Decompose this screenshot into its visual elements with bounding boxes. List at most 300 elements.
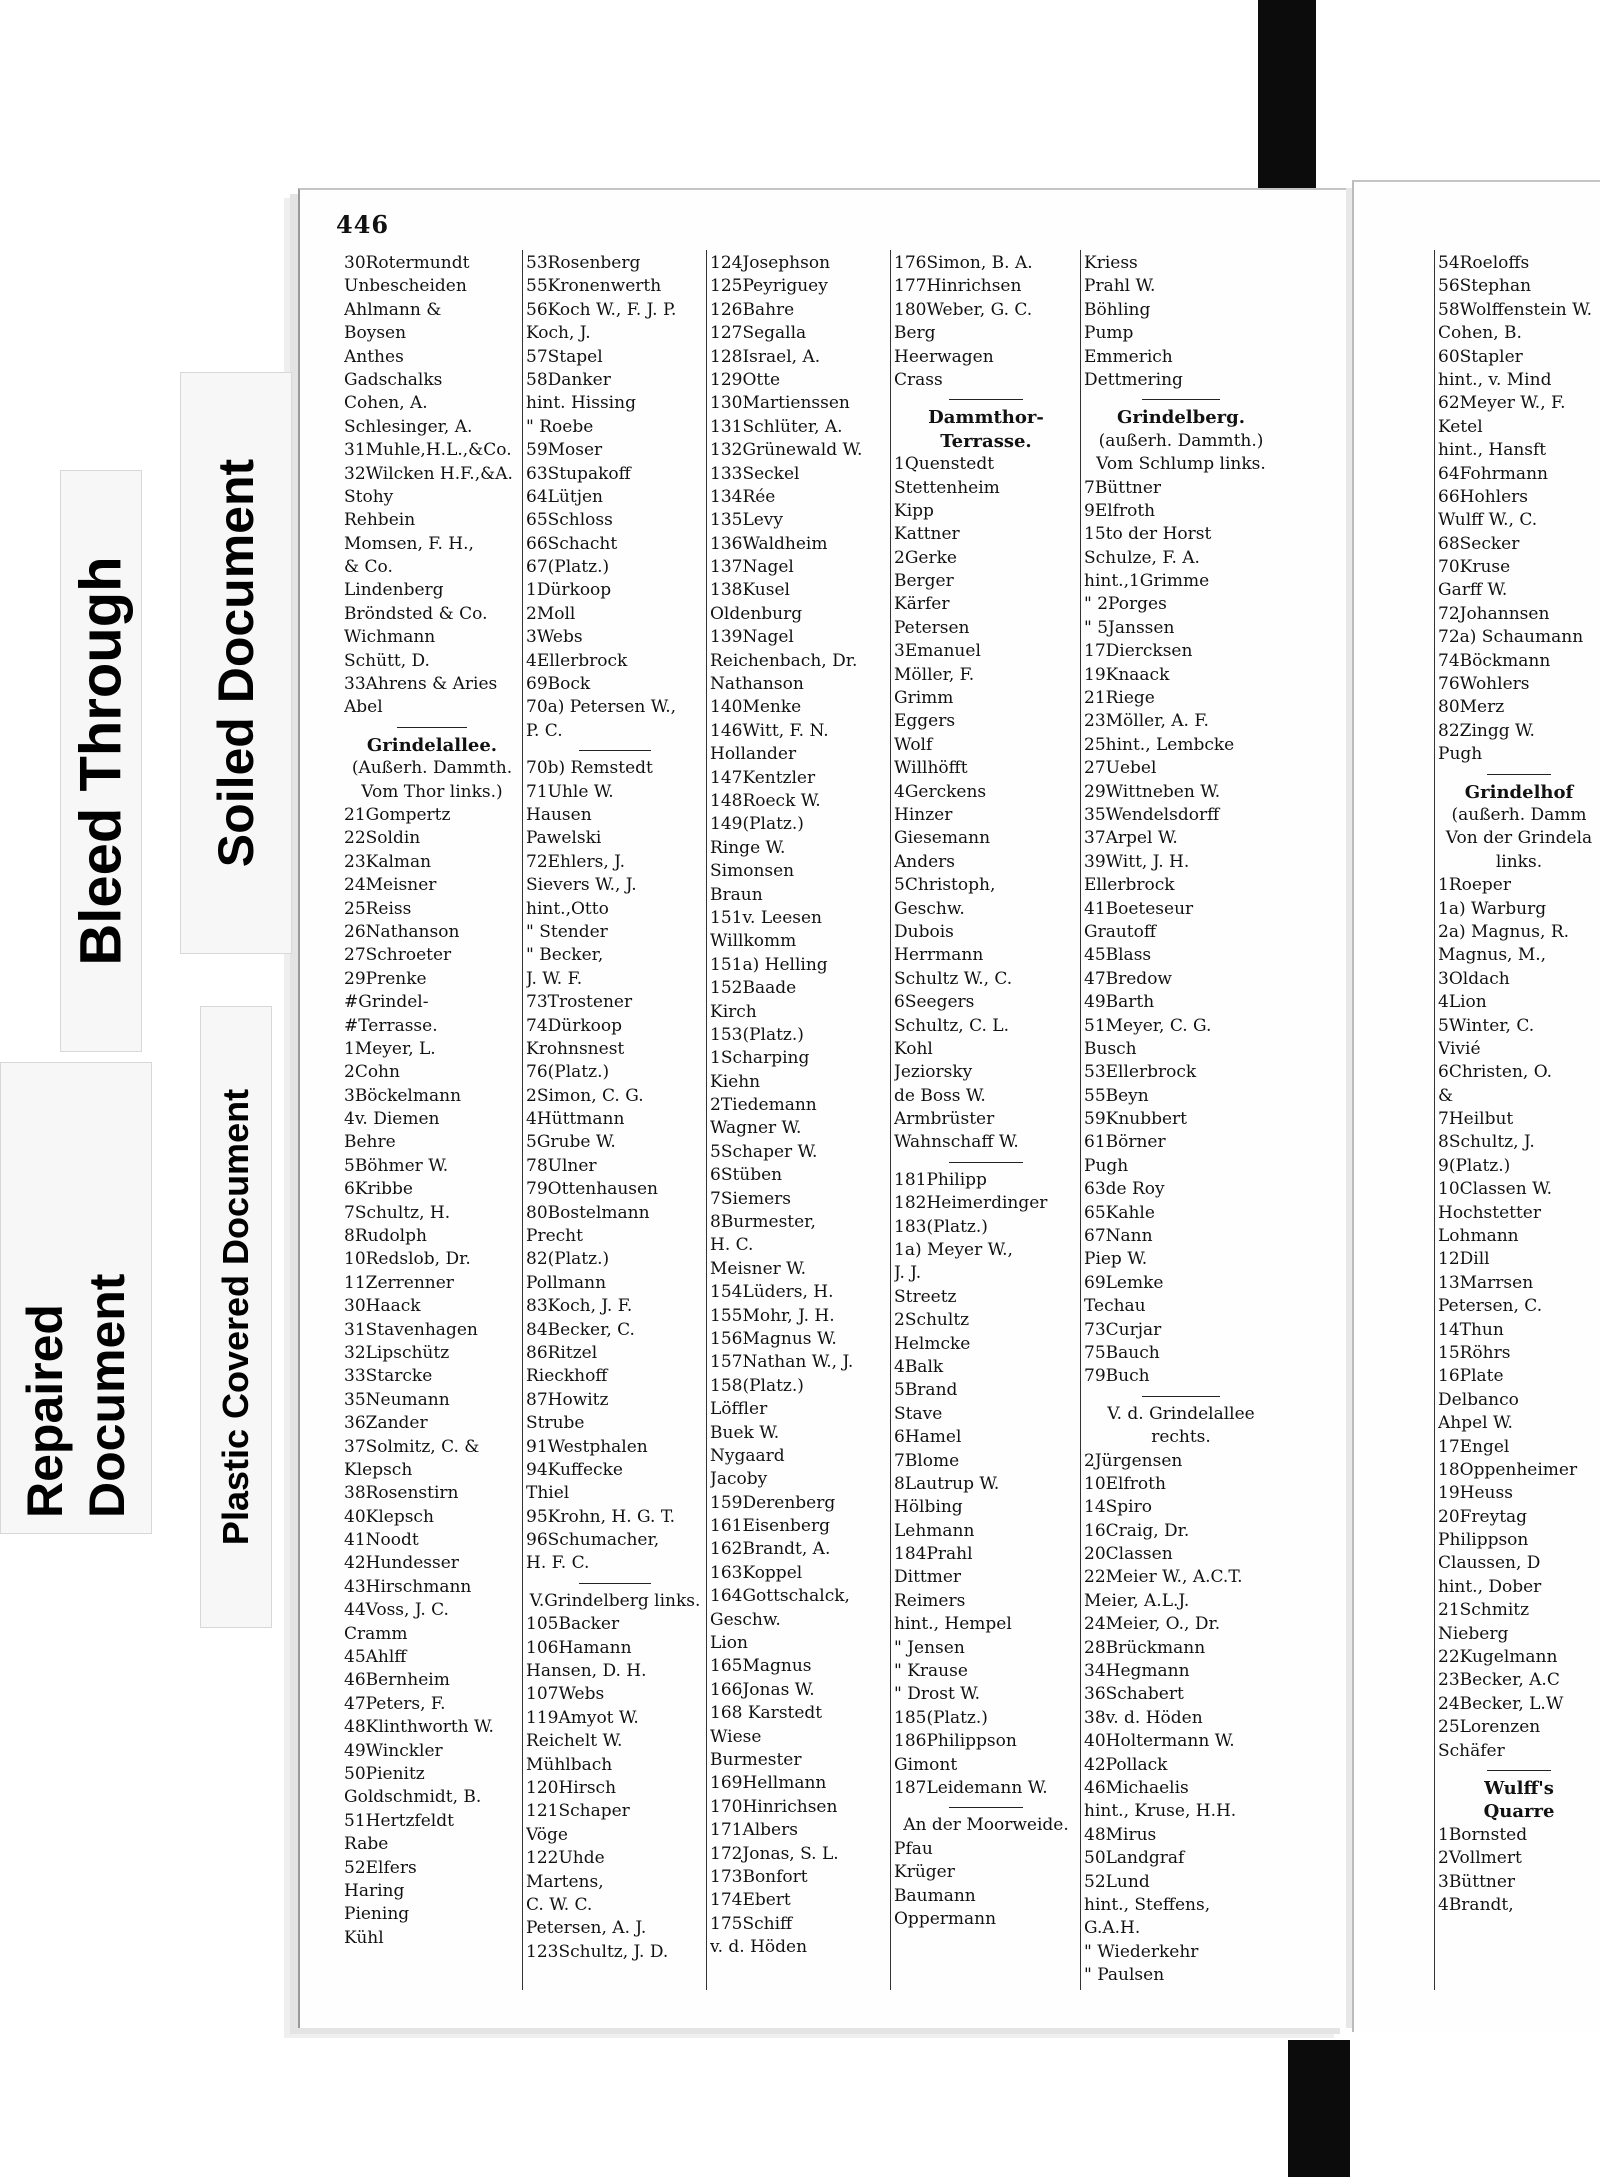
directory-entry: 186Philippson xyxy=(894,1731,1017,1752)
directory-entry: 140Menke xyxy=(710,697,802,718)
street-subheading: rechts. xyxy=(1151,1427,1211,1448)
directory-entry: Cohen, A. xyxy=(344,393,428,414)
directory-entry: 61Börner xyxy=(1084,1132,1166,1153)
directory-entry: 159Derenberg xyxy=(710,1492,836,1513)
directory-entry: 29Wittneben W. xyxy=(1084,781,1221,802)
street-subheading: Vom Thor links.) xyxy=(361,781,503,802)
directory-entry: 16Plate xyxy=(1438,1366,1504,1387)
street-heading: Dammthor- xyxy=(928,407,1044,429)
directory-entry: 151a) Helling xyxy=(710,954,828,975)
column-rule xyxy=(1434,250,1435,1990)
directory-entry: 8Rudolph xyxy=(344,1226,427,1247)
directory-entry: 181Philipp xyxy=(894,1169,987,1190)
directory-entry: Wahnschaff W. xyxy=(894,1132,1019,1153)
directory-entry: 25Reiss xyxy=(344,898,412,919)
directory-entry: 66Hohlers xyxy=(1438,486,1528,507)
directory-entry: 53Ellerbrock xyxy=(1084,1062,1197,1083)
directory-entry: Kohl xyxy=(894,1038,933,1059)
directory-entry: 40Klepsch xyxy=(344,1506,434,1527)
directory-entry: Unbescheiden xyxy=(344,276,467,297)
directory-entry: 47Peters, F. xyxy=(344,1693,446,1714)
directory-entry: Lindenberg xyxy=(344,580,444,601)
directory-entry: Baumann xyxy=(894,1885,976,1906)
street-subheading: V.Grindelberg links. xyxy=(529,1590,701,1611)
directory-entry: Stohy xyxy=(344,486,394,507)
directory-entry: Anders xyxy=(894,851,956,872)
directory-column-5 xyxy=(1084,252,1278,1988)
directory-entry: 67(Platz.) xyxy=(526,557,610,578)
directory-entry: 21Schmitz xyxy=(1438,1600,1530,1621)
directory-entry: 27Uebel xyxy=(1084,758,1157,779)
directory-entry: 147Kentzler xyxy=(710,767,816,788)
directory-entry: 19Knaack xyxy=(1084,664,1170,685)
directory-entry: Techau xyxy=(1084,1296,1146,1317)
section-separator xyxy=(526,743,704,757)
directory-entry: & xyxy=(1438,1085,1454,1106)
directory-entry: 6Seegers xyxy=(894,992,975,1013)
directory-entry: 9(Platz.) xyxy=(1438,1155,1511,1176)
directory-entry: 3Webs xyxy=(526,627,583,648)
plastic-covered-text: Plastic Covered Document xyxy=(215,1088,256,1546)
repaired-document-text: Repaired Document xyxy=(17,1273,135,1518)
directory-entry: 79Ottenhausen xyxy=(526,1179,659,1200)
directory-entry: 76(Platz.) xyxy=(526,1062,610,1083)
directory-entry: 174Ebert xyxy=(710,1890,791,1911)
directory-entry: 51Hertzfeldt xyxy=(344,1810,454,1831)
directory-entry: 47Bredow xyxy=(1084,968,1172,989)
directory-entry: de Boss W. xyxy=(894,1085,986,1106)
directory-entry: hint., Kruse, H.H. xyxy=(1084,1801,1237,1822)
directory-entry: 68Secker xyxy=(1438,533,1520,554)
directory-entry: 2Jürgensen xyxy=(1084,1450,1183,1471)
directory-entry: 185(Platz.) xyxy=(894,1707,988,1728)
directory-entry: 87Howitz xyxy=(526,1389,609,1410)
directory-entry: 180Weber, G. C. xyxy=(894,299,1033,320)
directory-entry: Petersen, C. xyxy=(1438,1296,1543,1317)
directory-entry: Gimont xyxy=(894,1754,958,1775)
directory-entry: 2Simon, C. G. xyxy=(526,1085,644,1106)
directory-entry: 126Bahre xyxy=(710,299,795,320)
directory-entry: 78Ulner xyxy=(526,1155,597,1176)
directory-entry: " 2Porges xyxy=(1084,594,1167,615)
directory-entry: Martens, xyxy=(526,1871,604,1892)
directory-entry: Lohmann xyxy=(1438,1226,1519,1247)
directory-entry: " Jensen xyxy=(894,1637,965,1658)
directory-entry: 64Lütjen xyxy=(526,486,603,507)
directory-entry: 24Meisner xyxy=(344,875,437,896)
directory-entry: 72Johannsen xyxy=(1438,603,1550,624)
directory-entry: 121Schaper xyxy=(526,1801,630,1822)
directory-entry: Braun xyxy=(710,884,763,905)
directory-entry: Kipp xyxy=(894,500,934,521)
directory-entry: 22Kugelmann xyxy=(1438,1647,1558,1668)
directory-entry: 50Landgraf xyxy=(1084,1848,1185,1869)
directory-entry: Löffler xyxy=(710,1399,768,1420)
directory-entry: Thiel xyxy=(526,1483,570,1504)
directory-entry: Hölbing xyxy=(894,1497,963,1518)
directory-entry: 19Heuss xyxy=(1438,1483,1513,1504)
directory-entry: Pawelski xyxy=(526,828,602,849)
directory-entry: 75Bauch xyxy=(1084,1342,1160,1363)
directory-entry: Kühl xyxy=(344,1927,384,1948)
directory-entry: Sievers W., J. xyxy=(526,875,637,896)
directory-entry: 129Otte xyxy=(710,369,781,390)
directory-entry: Cohen, B. xyxy=(1438,323,1522,344)
directory-entry: 7Büttner xyxy=(1084,477,1162,498)
directory-entry: 1Roeper xyxy=(1438,875,1511,896)
directory-entry: " Becker, xyxy=(526,945,604,966)
directory-entry: 46Michaelis xyxy=(1084,1778,1189,1798)
directory-entry: 158(Platz.) xyxy=(710,1375,804,1396)
directory-entry: 17Engel xyxy=(1438,1436,1510,1457)
directory-entry: hint.,1Grimme xyxy=(1084,571,1210,592)
directory-entry: 31Muhle,H.L.,&Co. xyxy=(344,440,512,461)
directory-entry: 123Schultz, J. D. xyxy=(526,1941,669,1962)
directory-entry: Kiehn xyxy=(710,1071,761,1092)
directory-entry: 30Rotermundt xyxy=(344,253,470,273)
directory-entry: 139Nagel xyxy=(710,627,794,648)
directory-entry: 187Leidemann W. xyxy=(894,1778,1048,1798)
directory-entry: 168 Karstedt xyxy=(710,1703,823,1724)
directory-entry: 10Elfroth xyxy=(1084,1473,1166,1494)
directory-entry: " Wiederkehr xyxy=(1084,1941,1199,1962)
directory-entry: 79Buch xyxy=(1084,1366,1150,1387)
directory-entry: 2Schultz xyxy=(894,1310,970,1331)
directory-entry: 165Magnus xyxy=(710,1656,812,1677)
directory-entry: 36Zander xyxy=(344,1413,428,1434)
directory-entry: 70a) Petersen W., xyxy=(526,697,677,718)
directory-entry: " Krause xyxy=(894,1661,968,1682)
directory-entry: Pugh xyxy=(1438,744,1483,765)
directory-entry: Garff W. xyxy=(1438,580,1508,601)
directory-entry: 2a) Magnus, R. xyxy=(1438,921,1570,942)
directory-entry: 73Curjar xyxy=(1084,1319,1162,1340)
directory-entry: 54Roeloffs xyxy=(1438,253,1530,273)
directory-entry: Ahlmann & xyxy=(344,299,442,320)
directory-entry: Kriess xyxy=(1084,253,1138,273)
directory-entry: 13Marrsen xyxy=(1438,1272,1534,1293)
directory-entry: Hinzer xyxy=(894,804,953,825)
directory-entry: 82Zingg W. xyxy=(1438,720,1535,741)
directory-entry: Herrmann xyxy=(894,945,984,966)
directory-entry: 69Lemke xyxy=(1084,1272,1164,1293)
directory-entry: 86Ritzel xyxy=(526,1342,598,1363)
directory-entry: 64Fohrmann xyxy=(1438,463,1548,484)
directory-entry: " Paulsen xyxy=(1084,1965,1165,1986)
directory-entry: 148Roeck W. xyxy=(710,790,821,811)
directory-entry: 5Grube W. xyxy=(526,1132,616,1153)
directory-entry: 9Elfroth xyxy=(1084,500,1156,521)
directory-entry: 5Christoph, xyxy=(894,875,996,896)
directory-entry: Claussen, D xyxy=(1438,1553,1541,1574)
directory-entry: 130Martienssen xyxy=(710,393,850,414)
directory-entry: 5Schaper W. xyxy=(710,1141,818,1162)
directory-entry: 84Becker, C. xyxy=(526,1319,635,1340)
directory-entry: 7Siemers xyxy=(710,1188,791,1209)
directory-entry: Precht xyxy=(526,1226,583,1247)
directory-entry: Nieberg xyxy=(1438,1623,1509,1644)
soiled-document-label xyxy=(180,372,292,954)
directory-entry: H. F. C. xyxy=(526,1553,590,1574)
repaired-document-label xyxy=(0,1062,152,1534)
directory-entry: Helmcke xyxy=(894,1333,971,1354)
directory-entry: Oppermann xyxy=(894,1908,997,1929)
directory-entry: 56Koch W., F. J. P. xyxy=(526,299,677,320)
directory-entry: Kärfer xyxy=(894,594,950,615)
bleed-through-label xyxy=(60,470,142,1052)
directory-entry: 1Scharping xyxy=(710,1048,810,1069)
directory-entry: 151v. Leesen xyxy=(710,907,822,928)
directory-entry: P. C. xyxy=(526,720,563,741)
directory-entry: 26Nathanson xyxy=(344,921,460,942)
column-rule xyxy=(706,250,707,1990)
directory-entry: 6Stüben xyxy=(710,1165,783,1186)
directory-entry: 4Lion xyxy=(1438,992,1487,1013)
directory-entry: 53Rosenberg xyxy=(526,253,641,273)
directory-entry: 15Röhrs xyxy=(1438,1342,1511,1363)
directory-entry: 23Becker, A.C xyxy=(1438,1670,1560,1691)
directory-entry: 74Dürkoop xyxy=(526,1015,622,1036)
directory-entry: Prahl W. xyxy=(1084,276,1156,297)
directory-column-3 xyxy=(710,252,888,1960)
directory-entry: 59Moser xyxy=(526,440,603,461)
directory-entry: 49Winckler xyxy=(344,1740,443,1761)
directory-entry: Lehmann xyxy=(894,1520,975,1541)
directory-entry: 22Meier W., A.C.T. xyxy=(1084,1567,1243,1588)
directory-entry: 4Ellerbrock xyxy=(526,650,628,671)
directory-entry: 4Hüttmann xyxy=(526,1109,625,1130)
street-subheading: links. xyxy=(1495,851,1543,872)
directory-entry: 31Stavenhagen xyxy=(344,1319,478,1340)
directory-entry: 42Hundesser xyxy=(344,1553,459,1574)
directory-entry: 177Hinrichsen xyxy=(894,276,1022,297)
directory-entry: Petersen, A. J. xyxy=(526,1918,647,1939)
street-subheading: (Außerh. Dammth. xyxy=(351,758,513,779)
directory-entry: 38v. d. Höden xyxy=(1084,1707,1203,1728)
directory-entry: Hansen, D. H. xyxy=(526,1661,647,1682)
directory-entry: 25hint., Lembcke xyxy=(1084,734,1235,755)
directory-entry: Momsen, F. H., xyxy=(344,533,474,554)
directory-entry: Stave xyxy=(894,1403,943,1424)
directory-entry: 131Schlüter, A. xyxy=(710,416,843,437)
directory-entry: Buek W. xyxy=(710,1422,780,1443)
directory-entry: 134Rée xyxy=(710,486,776,507)
directory-entry: hint.,Otto xyxy=(526,898,609,919)
directory-entry: 17Diercksen xyxy=(1084,641,1193,662)
directory-entry: Ketel xyxy=(1438,416,1483,437)
directory-entry: 60Stapler xyxy=(1438,346,1523,367)
directory-entry: 2Gerke xyxy=(894,547,957,568)
directory-entry: Kattner xyxy=(894,524,960,545)
directory-entry: 119Amyot W. xyxy=(526,1707,639,1728)
directory-entry: 49Barth xyxy=(1084,992,1155,1013)
directory-entry: 8Lautrup W. xyxy=(894,1473,1000,1494)
directory-entry: Pfau xyxy=(894,1838,933,1859)
directory-entry: 76Wohlers xyxy=(1438,674,1530,695)
directory-entry: 182Heimerdinger xyxy=(894,1193,1048,1214)
street-subheading: V. d. Grindelallee xyxy=(1107,1403,1255,1424)
directory-entry: Strube xyxy=(526,1413,585,1434)
directory-entry: 58Danker xyxy=(526,369,611,390)
directory-entry: 72Ehlers, J. xyxy=(526,851,626,872)
directory-entry: 4v. Diemen xyxy=(344,1109,440,1130)
directory-entry: 3Büttner xyxy=(1438,1871,1516,1892)
directory-entry: 73Trostener xyxy=(526,992,633,1013)
directory-entry: Behre xyxy=(344,1132,396,1153)
directory-entry: Böhling xyxy=(1084,299,1151,320)
directory-entry: Oldenburg xyxy=(710,603,803,624)
directory-entry: 27Schroeter xyxy=(344,945,452,966)
directory-entry: Nathanson xyxy=(710,674,804,695)
directory-column-6 xyxy=(1438,252,1600,1917)
directory-entry: 80Merz xyxy=(1438,697,1505,718)
directory-entry: Vivié xyxy=(1438,1038,1481,1059)
directory-entry: 7Blome xyxy=(894,1450,960,1471)
directory-entry: Abel xyxy=(344,697,383,718)
directory-entry: Reichelt W. xyxy=(526,1731,623,1752)
directory-entry: 183(Platz.) xyxy=(894,1216,988,1237)
directory-entry: Stettenheim xyxy=(894,477,1000,498)
directory-entry: 43Hirschmann xyxy=(344,1576,472,1597)
directory-entry: Emmerich xyxy=(1084,346,1173,367)
street-subheading: (außerh. Damm xyxy=(1451,804,1587,825)
directory-entry: 1a) Warburg xyxy=(1438,898,1547,919)
directory-entry: 66Schacht xyxy=(526,533,618,554)
directory-entry: Haring xyxy=(344,1880,405,1901)
directory-entry: Geschw. xyxy=(710,1609,781,1630)
directory-entry: 2Cohn xyxy=(344,1062,400,1083)
directory-entry: H. C. xyxy=(710,1235,754,1256)
directory-entry: 149(Platz.) xyxy=(710,814,804,835)
directory-entry: 67Nann xyxy=(1084,1226,1153,1247)
directory-entry: Ringe W. xyxy=(710,837,786,858)
directory-entry: 2Moll xyxy=(526,603,576,624)
section-separator xyxy=(1084,1389,1278,1403)
directory-entry: 16Craig, Dr. xyxy=(1084,1520,1190,1541)
directory-entry: 6Hamel xyxy=(894,1427,962,1448)
directory-entry: Meier, A.L.J. xyxy=(1084,1590,1190,1611)
directory-entry: 29Prenke xyxy=(344,968,427,989)
directory-entry: Ellerbrock xyxy=(1084,875,1175,896)
directory-entry: Schultz, C. L. xyxy=(894,1015,1009,1036)
directory-entry: Kirch xyxy=(710,1001,757,1022)
street-subheading: Vom Schlump links. xyxy=(1096,454,1266,475)
directory-entry: 63Stupakoff xyxy=(526,463,631,484)
directory-entry: Hausen xyxy=(526,804,592,825)
directory-entry: 146Witt, F. N. xyxy=(710,720,829,741)
directory-entry: 176Simon, B. A. xyxy=(894,253,1033,273)
directory-entry: Rabe xyxy=(344,1834,389,1855)
directory-entry: Rieckhoff xyxy=(526,1366,608,1387)
directory-entry: 10Classen W. xyxy=(1438,1179,1552,1200)
directory-entry: hint., Dober xyxy=(1438,1576,1542,1597)
directory-entry: 72a) Schaumann xyxy=(1438,627,1584,648)
section-separator xyxy=(894,1155,1078,1169)
section-separator xyxy=(894,392,1078,406)
directory-entry: Meisner W. xyxy=(710,1258,807,1279)
directory-entry: 4Brandt, xyxy=(1438,1894,1514,1915)
directory-entry: Hochstetter xyxy=(1438,1202,1541,1223)
section-separator xyxy=(526,1576,704,1590)
directory-entry: 172Jonas, S. L. xyxy=(710,1843,839,1864)
directory-entry: 48Klinthworth W. xyxy=(344,1717,494,1738)
directory-entry: 39Witt, J. H. xyxy=(1084,851,1190,872)
directory-entry: Krohnsnest xyxy=(526,1038,625,1059)
directory-entry: 63de Roy xyxy=(1084,1179,1165,1200)
street-heading: Terrasse. xyxy=(940,430,1032,452)
directory-entry: G.A.H. xyxy=(1084,1918,1141,1939)
directory-entry: 1a) Meyer W., xyxy=(894,1240,1013,1261)
directory-entry: Anthes xyxy=(344,346,404,367)
directory-entry: 80Bostelmann xyxy=(526,1202,650,1223)
directory-entry: Hollander xyxy=(710,744,797,765)
directory-entry: 14Thun xyxy=(1438,1319,1504,1340)
directory-entry: 50Pienitz xyxy=(344,1764,425,1784)
section-separator xyxy=(1438,1763,1600,1777)
directory-entry: 10Redslob, Dr. xyxy=(344,1249,471,1270)
directory-entry: J. W. F. xyxy=(526,968,583,989)
directory-entry: Gadschalks xyxy=(344,369,443,390)
soiled-document-text: Soiled Document xyxy=(208,458,264,868)
directory-entry: 35Neumann xyxy=(344,1389,450,1410)
directory-entry: " 5Janssen xyxy=(1084,617,1175,638)
directory-entry: 34Hegmann xyxy=(1084,1661,1190,1682)
directory-entry: Jacoby xyxy=(710,1469,768,1490)
binding-strip-bottom xyxy=(1288,2040,1350,2177)
directory-entry: 30Haack xyxy=(344,1296,421,1317)
directory-entry: Bröndsted & Co. xyxy=(344,603,488,624)
directory-entry: Wulff W., C. xyxy=(1438,510,1538,531)
directory-entry: Armbrüster xyxy=(894,1109,995,1130)
directory-entry: Goldschmidt, B. xyxy=(344,1787,482,1808)
directory-entry: 156Magnus W. xyxy=(710,1328,837,1349)
column-rule xyxy=(522,250,523,1990)
directory-entry: 170Hinrichsen xyxy=(710,1796,838,1817)
directory-entry: 153(Platz.) xyxy=(710,1024,804,1045)
directory-entry: C. W. C. xyxy=(526,1894,593,1915)
directory-entry: 3Oldach xyxy=(1438,968,1510,989)
plastic-covered-label xyxy=(200,1006,272,1628)
directory-entry: 41Boeteseur xyxy=(1084,898,1194,919)
directory-entry: 127Segalla xyxy=(710,323,807,344)
directory-entry: Lion xyxy=(710,1633,748,1654)
directory-entry: Pump xyxy=(1084,323,1134,344)
directory-entry: 24Meier, O., Dr. xyxy=(1084,1614,1221,1635)
directory-entry: 32Lipschütz xyxy=(344,1342,450,1363)
directory-entry: Simonsen xyxy=(710,861,795,882)
directory-entry: Wichmann xyxy=(344,627,436,648)
directory-entry: 71Uhle W. xyxy=(526,781,614,802)
directory-entry: Boysen xyxy=(344,323,407,344)
directory-entry: 33Ahrens & Aries xyxy=(344,674,498,695)
directory-entry: 12Dill xyxy=(1438,1249,1490,1270)
directory-entry: 35Wendelsdorff xyxy=(1084,804,1220,825)
directory-entry: 69Bock xyxy=(526,674,591,695)
directory-entry: 45Blass xyxy=(1084,945,1152,966)
directory-entry: Ahpel W. xyxy=(1438,1413,1513,1434)
directory-entry: Wiese xyxy=(710,1726,762,1747)
street-subheading: An der Moorweide. xyxy=(903,1815,1069,1836)
directory-entry: 106Hamann xyxy=(526,1637,632,1658)
directory-entry: 3Böckelmann xyxy=(344,1085,462,1106)
directory-entry: 1Bornsted xyxy=(1438,1824,1528,1845)
directory-entry: Magnus, M., xyxy=(1438,945,1547,966)
directory-entry: Eggers xyxy=(894,711,956,732)
directory-entry: Krüger xyxy=(894,1862,955,1883)
directory-entry: 59Knubbert xyxy=(1084,1109,1188,1130)
directory-entry: 132Grünewald W. xyxy=(710,440,863,461)
directory-entry: 157Nathan W., J. xyxy=(710,1352,854,1373)
